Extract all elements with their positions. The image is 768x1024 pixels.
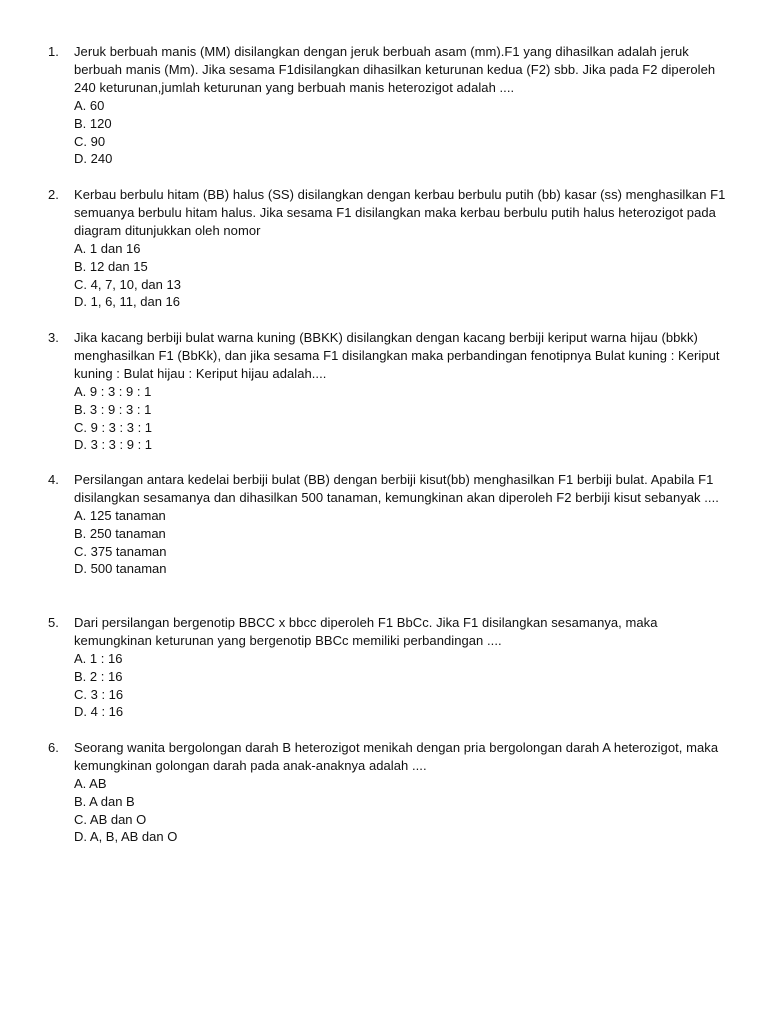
option-d: D. A, B, AB dan O bbox=[74, 829, 178, 845]
question-header bbox=[48, 471, 728, 507]
question-text: Seorang wanita bergolongan darah B heterozigot menikah dengan pria bergolongan darah A heterozigot, maka kemungkinan golongan darah pada anak-anaknya adalah .... bbox=[74, 740, 719, 773]
question-header bbox=[48, 186, 728, 240]
question-header bbox=[48, 614, 728, 650]
option-c: C. 9 : 3 : 3 : 1 bbox=[74, 419, 153, 435]
option-d: D. 4 : 16 bbox=[74, 704, 124, 720]
answer-options bbox=[74, 650, 728, 721]
question-header bbox=[48, 43, 728, 97]
question-number: 1. bbox=[48, 44, 59, 59]
question-text: Kerbau berbulu hitam (BB) halus (SS) disilangkan dengan kerbau berbulu putih (bb) kasar (ss) menghasilkan F1 semuanya berbulu hitam halus. Jika sesama F1 disilangkan maka kerbau berbulu putih halus heterozigot pada diagram ditunjukkan oleh nomor bbox=[74, 187, 726, 238]
question-1 bbox=[48, 43, 728, 168]
option-d: D. 3 : 3 : 9 : 1 bbox=[74, 437, 153, 453]
option-a: A. 1 : 16 bbox=[74, 651, 123, 666]
option-c: C. 4, 7, 10, dan 13 bbox=[74, 276, 181, 292]
question-3 bbox=[48, 329, 728, 454]
question-header bbox=[48, 329, 728, 383]
question-6 bbox=[48, 739, 728, 846]
option-b: B. 120 bbox=[74, 115, 112, 131]
question-number: 2. bbox=[48, 187, 59, 202]
answer-options bbox=[74, 507, 728, 578]
question-number: 3. bbox=[48, 330, 59, 345]
question-text: Jeruk berbuah manis (MM) disilangkan dengan jeruk berbuah asam (mm).F1 yang dihasilkan adalah jeruk berbuah manis (Mm). Jika sesama F1disilangkan dihasilkan keturunan kedua (F2) sbb. Jika pada F2 diperoleh 240 keturunan,jumlah keturunan yang berbuah manis heterozigot adalah .... bbox=[74, 44, 716, 95]
question-number: 5. bbox=[48, 615, 59, 630]
option-c: C. 90 bbox=[74, 133, 106, 149]
question-2 bbox=[48, 186, 728, 311]
option-d: D. 500 tanaman bbox=[74, 561, 167, 577]
option-a: A. 60 bbox=[74, 98, 105, 113]
option-b: B. 12 dan 15 bbox=[74, 258, 148, 274]
option-c: C. AB dan O bbox=[74, 811, 147, 827]
question-5 bbox=[48, 614, 728, 721]
option-b: B. 250 tanaman bbox=[74, 525, 166, 541]
option-d: D. 1, 6, 11, dan 16 bbox=[74, 294, 180, 310]
answer-options bbox=[74, 240, 728, 311]
question-text: Persilangan antara kedelai berbiji bulat (BB) dengan berbiji kisut(bb) menghasilkan F1 berbiji bulat. Apabila F1 disilangkan sesamanya dan dihasilkan 500 tanaman, kemungkinan akan diperoleh F2 berbiji kisut sebanyak .... bbox=[74, 472, 719, 505]
question-header bbox=[48, 739, 728, 775]
option-a: A. 125 tanaman bbox=[74, 508, 166, 523]
option-a: A. 1 dan 16 bbox=[74, 241, 141, 256]
question-number: 6. bbox=[48, 740, 59, 755]
answer-options bbox=[74, 383, 728, 454]
question-4 bbox=[48, 471, 728, 578]
option-c: C. 375 tanaman bbox=[74, 543, 167, 559]
answer-options bbox=[74, 97, 728, 168]
answer-options bbox=[74, 775, 728, 846]
question-text: Jika kacang berbiji bulat warna kuning (BBKK) disilangkan dengan kacang berbiji keriput warna hijau (bbkk) menghasilkan F1 (BbKk), dan jika sesama F1 disilangkan maka perbandingan fenotipnya Bulat kuning : Keriput kuning : Bulat hijau : Keriput hijau adalah.... bbox=[74, 330, 720, 381]
question-number: 4. bbox=[48, 472, 59, 487]
option-c: C. 3 : 16 bbox=[74, 686, 124, 702]
option-a: A. AB bbox=[74, 776, 107, 791]
option-d: D. 240 bbox=[74, 151, 113, 167]
option-a: A. 9 : 3 : 9 : 1 bbox=[74, 384, 152, 399]
question-text: Dari persilangan bergenotip BBCC x bbcc diperoleh F1 BbCc. Jika F1 disilangkan sesamanya, maka kemungkinan keturunan yang bergenotip BBCc memiliki perbandingan .... bbox=[74, 615, 658, 648]
option-b: B. A dan B bbox=[74, 793, 135, 809]
option-b: B. 3 : 9 : 3 : 1 bbox=[74, 401, 152, 417]
option-b: B. 2 : 16 bbox=[74, 668, 123, 684]
